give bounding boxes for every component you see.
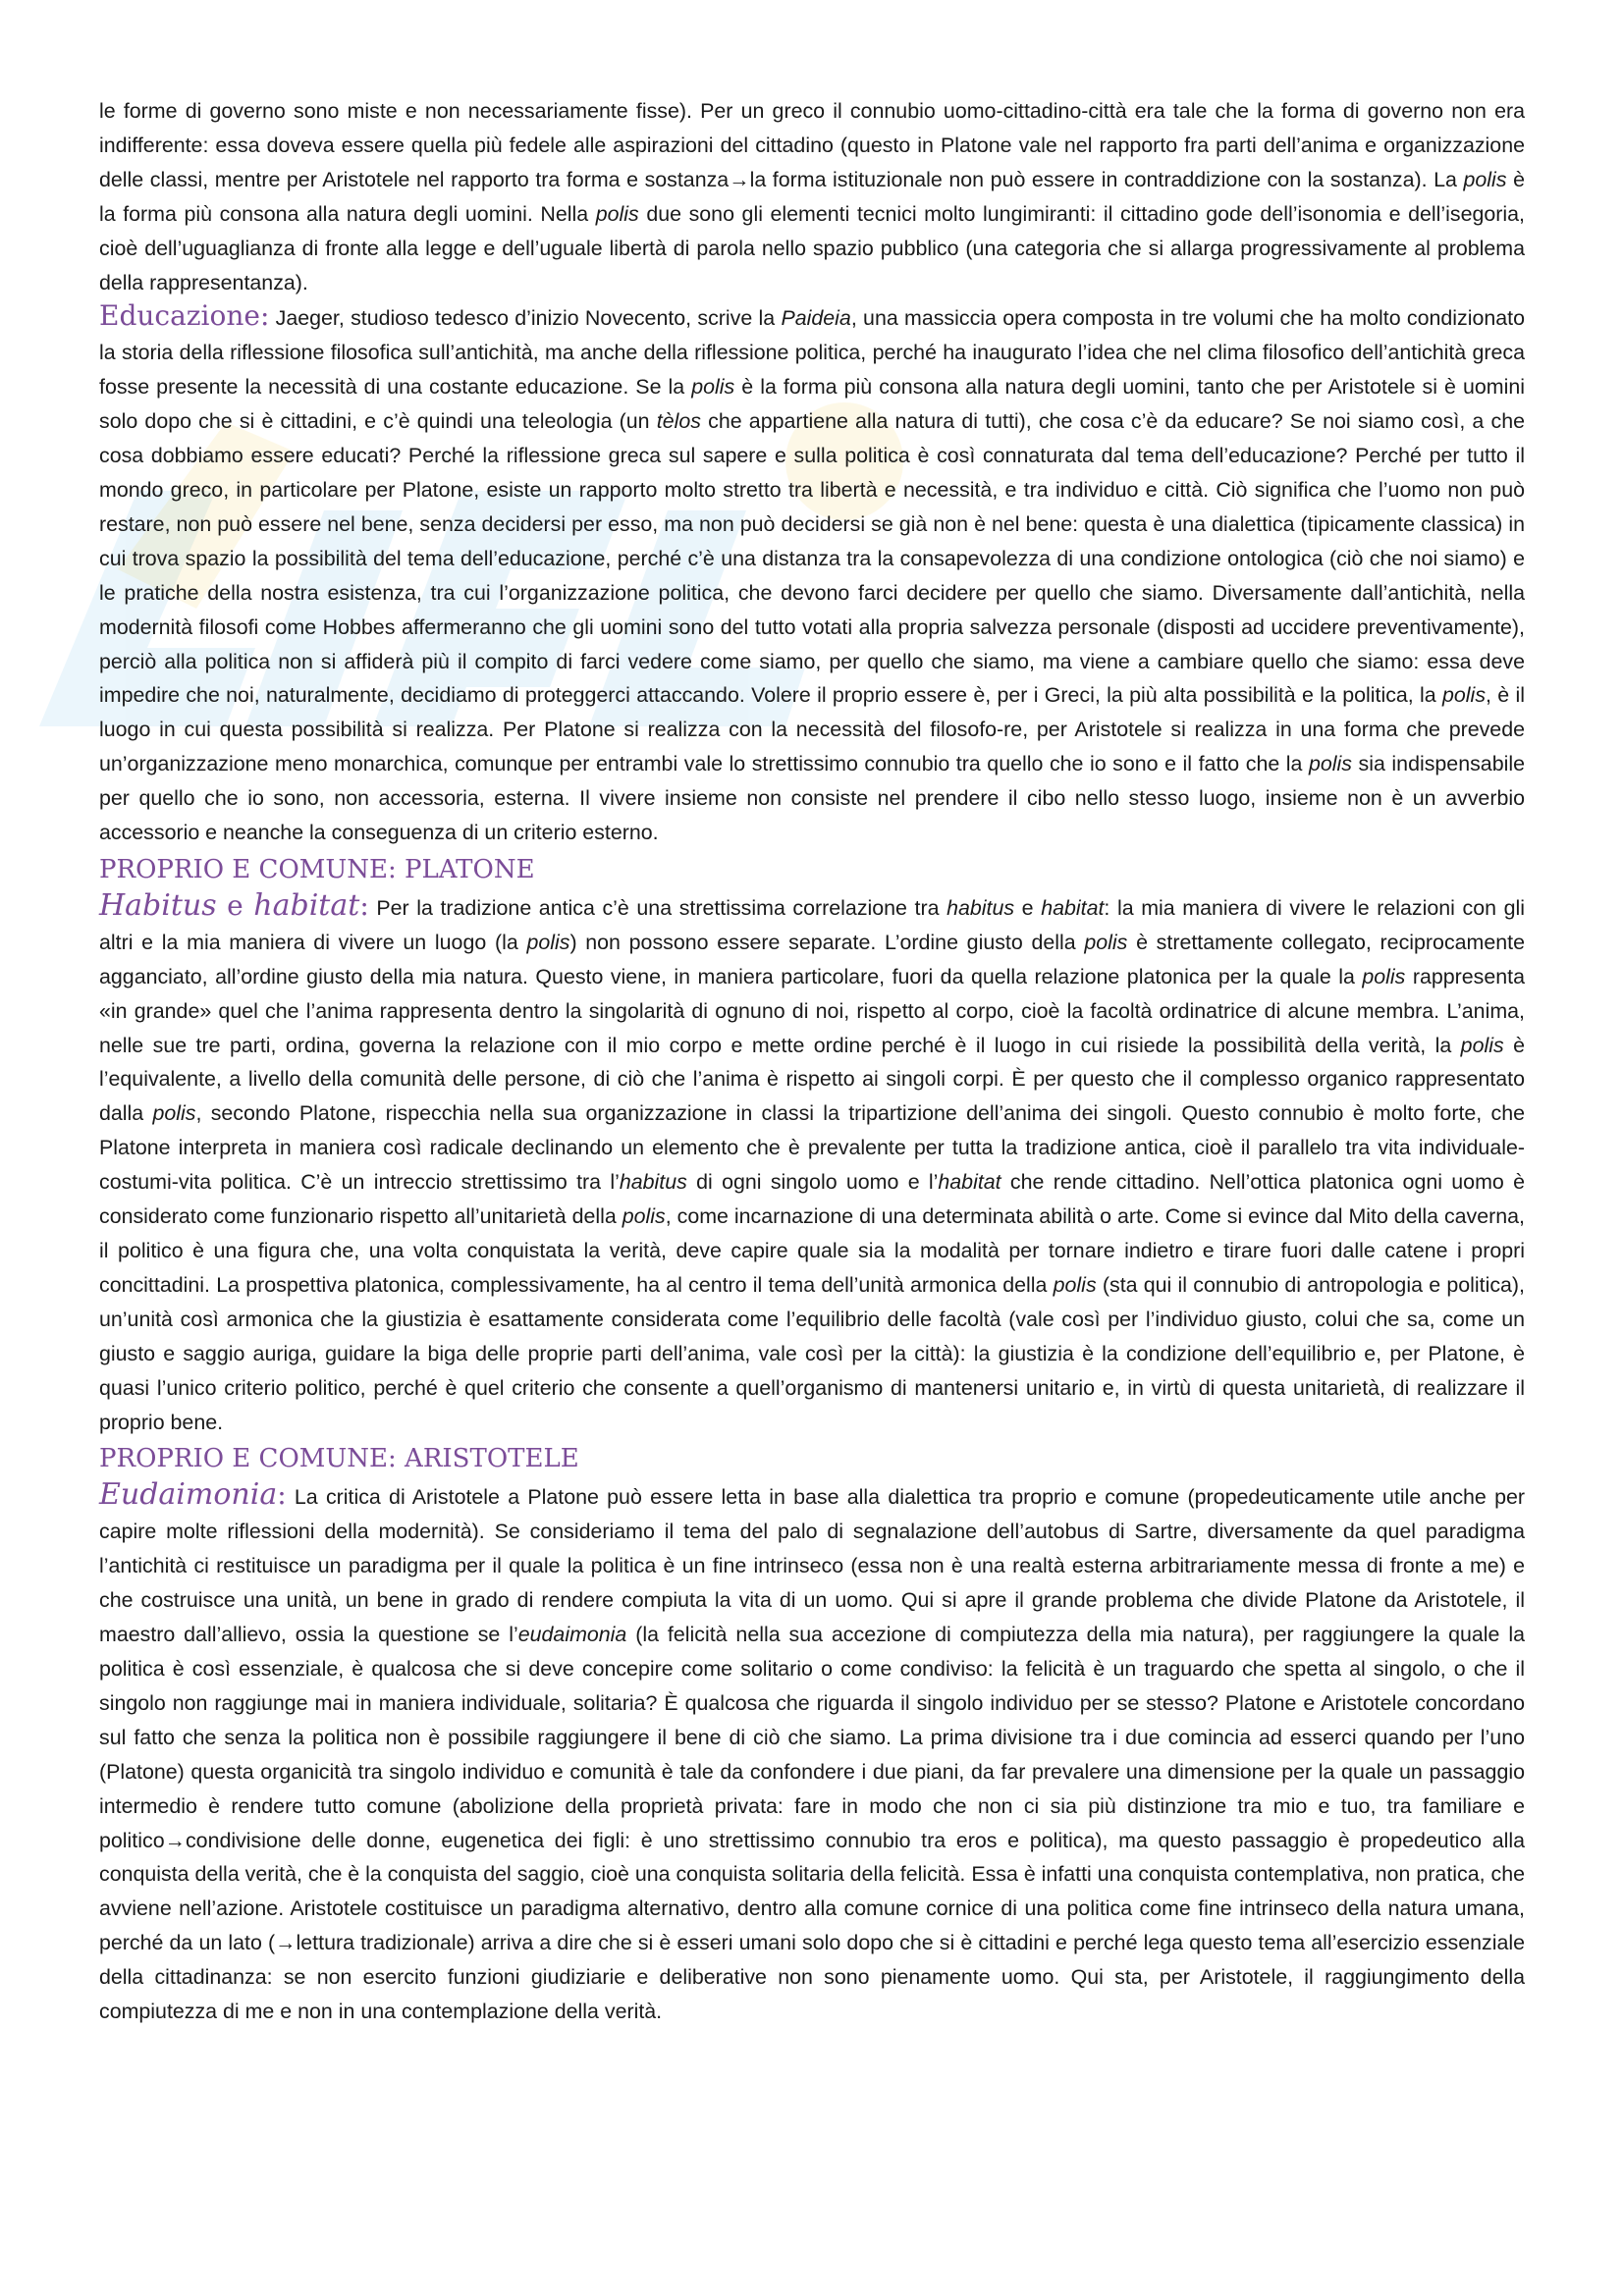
text-run: Per la tradizione antica c’è una strettissima correlazione tra xyxy=(368,895,947,920)
text-run: è strettamente collegato, reciprocamente agganciato, all’ordine giusto della mia natura. Questo viene, in maniera particolare, fuori da quella relazione platonica per la quale la xyxy=(99,930,1525,988)
paragraph-governo xyxy=(99,94,1525,299)
italic-term: polis xyxy=(152,1101,196,1126)
text-run: sia indispensabile per quello che io sono, non accessoria, esterna. Il vivere insieme non consiste nel prendere il cibo nello stesso luogo, insieme non è un avverbio accessorio e neanche la conseguenza di un criterio esterno. xyxy=(99,752,1525,845)
italic-term: polis xyxy=(1362,964,1406,988)
text-run: che appartiene alla natura di tutti), che cosa c’è da educare? Se noi siamo così, a che cosa dobbiamo essere educati? Perché la riflessione greca sul sapere e sulla politica è così connaturata dal tema dell’educazione? Perché per tutto il mondo greco, in particolare per Platone, esiste un rapporto molto stretto tra libertà e necessità, e tra individuo e città. Ciò significa che l’uomo non può restare, non può essere nel bene, senza decidersi per esso, ma non può decidersi se già non è nel bene: questa è una dialettica (tipicamente classica) in cui trova spazio la possibilità del tema dell’educazione, perché c’è una distanza tra la consapevolezza di una condizione ontologica (ciò che noi siamo) e le pratiche della nostra esistenza, tra cui l’organizzazione politica, che devono farci decidere per quello che siamo. Diversamente dall’antichità, nella modernità filosofi come Hobbes affermeranno che gli uomini sono del tutto votati alla propria salvezza personale (disposti ad uccidere preventivamente), perciò alla politica non si affiderà più il compito di farci vedere come siamo, per quello che siamo, ma viene a cambiare quello che siamo: essa deve impedire che noi, naturalmente, decidiamo di proteggerci attaccando. Volere il proprio essere è, per i Greci, la più alta possibilità e la politica, la xyxy=(99,409,1525,708)
paragraph-educazione xyxy=(99,299,1525,850)
text-run: Jaeger, studioso tedesco d’inizio Novecento, scrive la xyxy=(269,306,782,331)
section-heading-aristotele: PROPRIO E COMUNE: ARISTOTELE xyxy=(99,1444,579,1474)
italic-term: eudaimonia xyxy=(517,1623,627,1647)
italic-term: polis xyxy=(526,930,570,954)
italic-term: polis xyxy=(1084,930,1128,954)
document-page xyxy=(99,94,1525,2029)
italic-term: polis xyxy=(1053,1272,1097,1297)
text-run: è l’equivalente, a livello della comunità delle persone, di ciò che l’anima è rispetto ai singoli corpi. È per questo che il complesso organico rappresentato dalla xyxy=(99,1033,1526,1126)
text-run: La critica di Aristotele a Platone può essere letta in base alla dialettica tra proprio e comune (propedeuticamente utile anche per capire molte riflessioni della modernità). Se consideriamo il tema del palo di segnalazione dell’autobus di Sartre, diversamente da quel paradigma l’antichità ci restituisce un paradigma per il quale la politica è un fine intrinseco (essa non è una realtà esterna arbitrariamente messa di fronte a me) e che costruisce una unità, un bene in grado di rendere compiuta la vita di un uomo. Qui si apre il grande problema che divide Platone da Aristotele, il maestro dall’allievo, ossia la questione se l’ xyxy=(99,1485,1525,1647)
text-run: , secondo Platone, rispecchia nella sua organizzazione in classi la tripartizione dell’anima dei singoli. Questo connubio è molto forte, che Platone interpreta in maniera così radicale declinando un elemento che è prevalente per tutta la tradizione antica, cioè il parallelo tra vita individuale-costumi-vita politica. C’è un intreccio strettissimo tra l’ xyxy=(99,1101,1525,1195)
section-term: habitat xyxy=(253,887,360,923)
italic-term: Paideia xyxy=(781,306,851,331)
section-term: Habitus xyxy=(99,887,217,923)
text-run: : la mia maniera di vivere le relazioni con gli altri e la mia maniera di vivere un luogo (la xyxy=(99,895,1525,954)
text-run: è la forma più consona alla natura degli uomini, tanto che per Aristotele si è uomini solo dopo che si è cittadini, e c’è quindi una teleologia (un xyxy=(99,375,1525,434)
italic-term: habitus xyxy=(947,895,1015,920)
text-run: di ogni singolo uomo e l’ xyxy=(686,1170,939,1195)
text-run: ) non possono essere separate. L’ordine giusto della xyxy=(569,930,1085,954)
section-heading-platone: PROPRIO E COMUNE: PLATONE xyxy=(99,854,535,884)
section-term: Educazione: xyxy=(99,299,270,333)
text-run: , è il luogo in cui questa possibilità si realizza. Per Platone si realizza con la necessità del filosofo-re, per Aristotele si realizza in una forma che prevede un’organizzazione meno monarchica, comunque per entrambi vale lo strettissimo connubio tra quello che io sono e il fatto che la xyxy=(99,683,1525,776)
text-run: e xyxy=(1014,895,1042,920)
italic-term: habitat xyxy=(1041,895,1105,920)
italic-term: polis xyxy=(691,375,735,400)
text-run: (la felicità nella sua accezione di compiutezza della mia natura), per raggiungere la quale la politica è così essenziale, è qualcosa che si deve concepire come solitario o come condiviso: la felicità è un traguardo che spetta al singolo, o che il singolo non raggiunge mai in maniera individuale, solitaria? È qualcosa che riguarda il singolo individuo per se stesso? Platone e Aristotele concordano sul fatto che senza la politica non è possibile raggiungere il bene di ciò che siamo. La prima divisione tra i due comincia ad esserci quando per l’uno (Platone) questa organicità tra singolo individuo e comunità è tale da confondere i due piani, da far prevalere una dimensione per la quale un passaggio intermedio è rendere tutto comune (abolizione della proprietà privata: fare in modo che non ci sia più distinzione tra mio e tuo, tra familiare e politico→condivisione delle donne, eugenetica dei figli: è uno strettissimo connubio tra eros e politica), ma questo passaggio è propedeutico alla conquista della verità, che è la conquista del saggio, cioè una conquista solitaria della felicità. Essa è infatti una conquista contemplativa, non pratica, che avviene nell’azione. Aristotele costituisce un paradigma alternativo, dentro alla comune cornice di una politica come fine intrinseco della natura umana, perché da un lato (→lettura tradizionale) arriva a dire che si è esseri umani solo dopo che si è cittadini e perché lega questo tema all’esercizio essenziale della cittadinanza: se non esercito funzioni giudiziarie e deliberative non sono pienamente uomo. Qui sta, per Aristotele, il raggiungimento della compiutezza di me e non in una contemplazione della verità. xyxy=(99,1623,1526,2024)
text-run: che rende cittadino. Nell’ottica platonica ogni uomo è considerato come funzionario rispetto all’unitarietà della xyxy=(99,1170,1525,1229)
section-term: e xyxy=(216,888,254,922)
section-term: : xyxy=(359,888,369,922)
italic-term: polis xyxy=(1308,752,1352,776)
text-run: (sta qui il connubio di antropologia e politica), un’unità così armonica che la giustizia è esattamente considerata come l’equilibrio delle facoltà (vale così per l’individuo giusto, colui che sa, come un giusto e saggio auriga, guidare la biga delle proprie parti dell’anima, vale così per la città): la giustizia è la condizione dell’equilibrio e, per Platone, è quasi l’unico criterio politico, perché è quel criterio che consente a quell’organismo di mantenersi unitario e, in virtù di questa unitarietà, di realizzare il proprio bene. xyxy=(99,1272,1525,1434)
paragraph-eudaimonia xyxy=(99,1478,1525,2029)
section-term: : xyxy=(277,1478,287,1512)
text-run: due sono gli elementi tecnici molto lungimiranti: il cittadino gode dell’isonomia e dell’isegoria, cioè dell’uguaglianza di fronte alla legge e dell’uguale libertà di parola nello spazio pubblico (una categoria che si allarga progressivamente al problema della rappresentanza). xyxy=(99,201,1525,294)
italic-term: habitus xyxy=(619,1170,687,1195)
italic-term: tèlos xyxy=(656,409,701,434)
italic-term: polis xyxy=(1463,167,1507,191)
italic-term: polis xyxy=(1442,683,1487,708)
paragraph-habitus-habitat xyxy=(99,889,1525,1440)
text-run: le forme di governo sono miste e non necessariamente fisse). Per un greco il connubio uomo-cittadino-città era tale che la forma di governo non era indifferente: essa doveva essere quella più fedele alle aspirazioni del cittadino (questo in Platone vale nel rapporto fra parti dell’anima e organizzazione delle classi, mentre per Aristotele nel rapporto tra forma e sostanza→la forma istituzionale non può essere in contraddizione con la sostanza). La xyxy=(99,99,1525,191)
text-run: , una massiccia opera composta in tre volumi che ha molto condizionato la storia della riflessione filosofica sull’antichità, ma anche della riflessione politica, perché ha inaugurato l’idea che nel clima filosofico dell’antichità greca fosse presente la necessità di una costante educazione. Se la xyxy=(99,306,1525,400)
text-run: rappresenta «in grande» quel che l’anima rappresenta dentro la singolarità di ognuno di noi, rispetto al corpo, cioè la facoltà ordinatrice di alcune membra. L’anima, nelle sue tre parti, ordina, governa la relazione con il mio corpo e mette ordine perché è il luogo in cui risiede la possibilità della verità, la xyxy=(99,964,1525,1057)
text-run: , come incarnazione di una determinata abilità o arte. Come si evince dal Mito della caverna, il politico è una figura che, una volta conquistata la verità, deve capire quale sia la modalità per tornare indietro e tirare fuori dalle catene i propri concittadini. La prospettiva platonica, complessivamente, ha al centro il tema dell’unità armonica della xyxy=(99,1204,1525,1297)
italic-term: polis xyxy=(1460,1033,1504,1057)
italic-term: habitat xyxy=(938,1170,1001,1195)
section-term: Eudaimonia xyxy=(99,1477,278,1513)
italic-term: polis xyxy=(595,201,639,226)
italic-term: polis xyxy=(622,1204,666,1229)
text-run: è la forma più consona alla natura degli uomini. Nella xyxy=(99,167,1525,226)
